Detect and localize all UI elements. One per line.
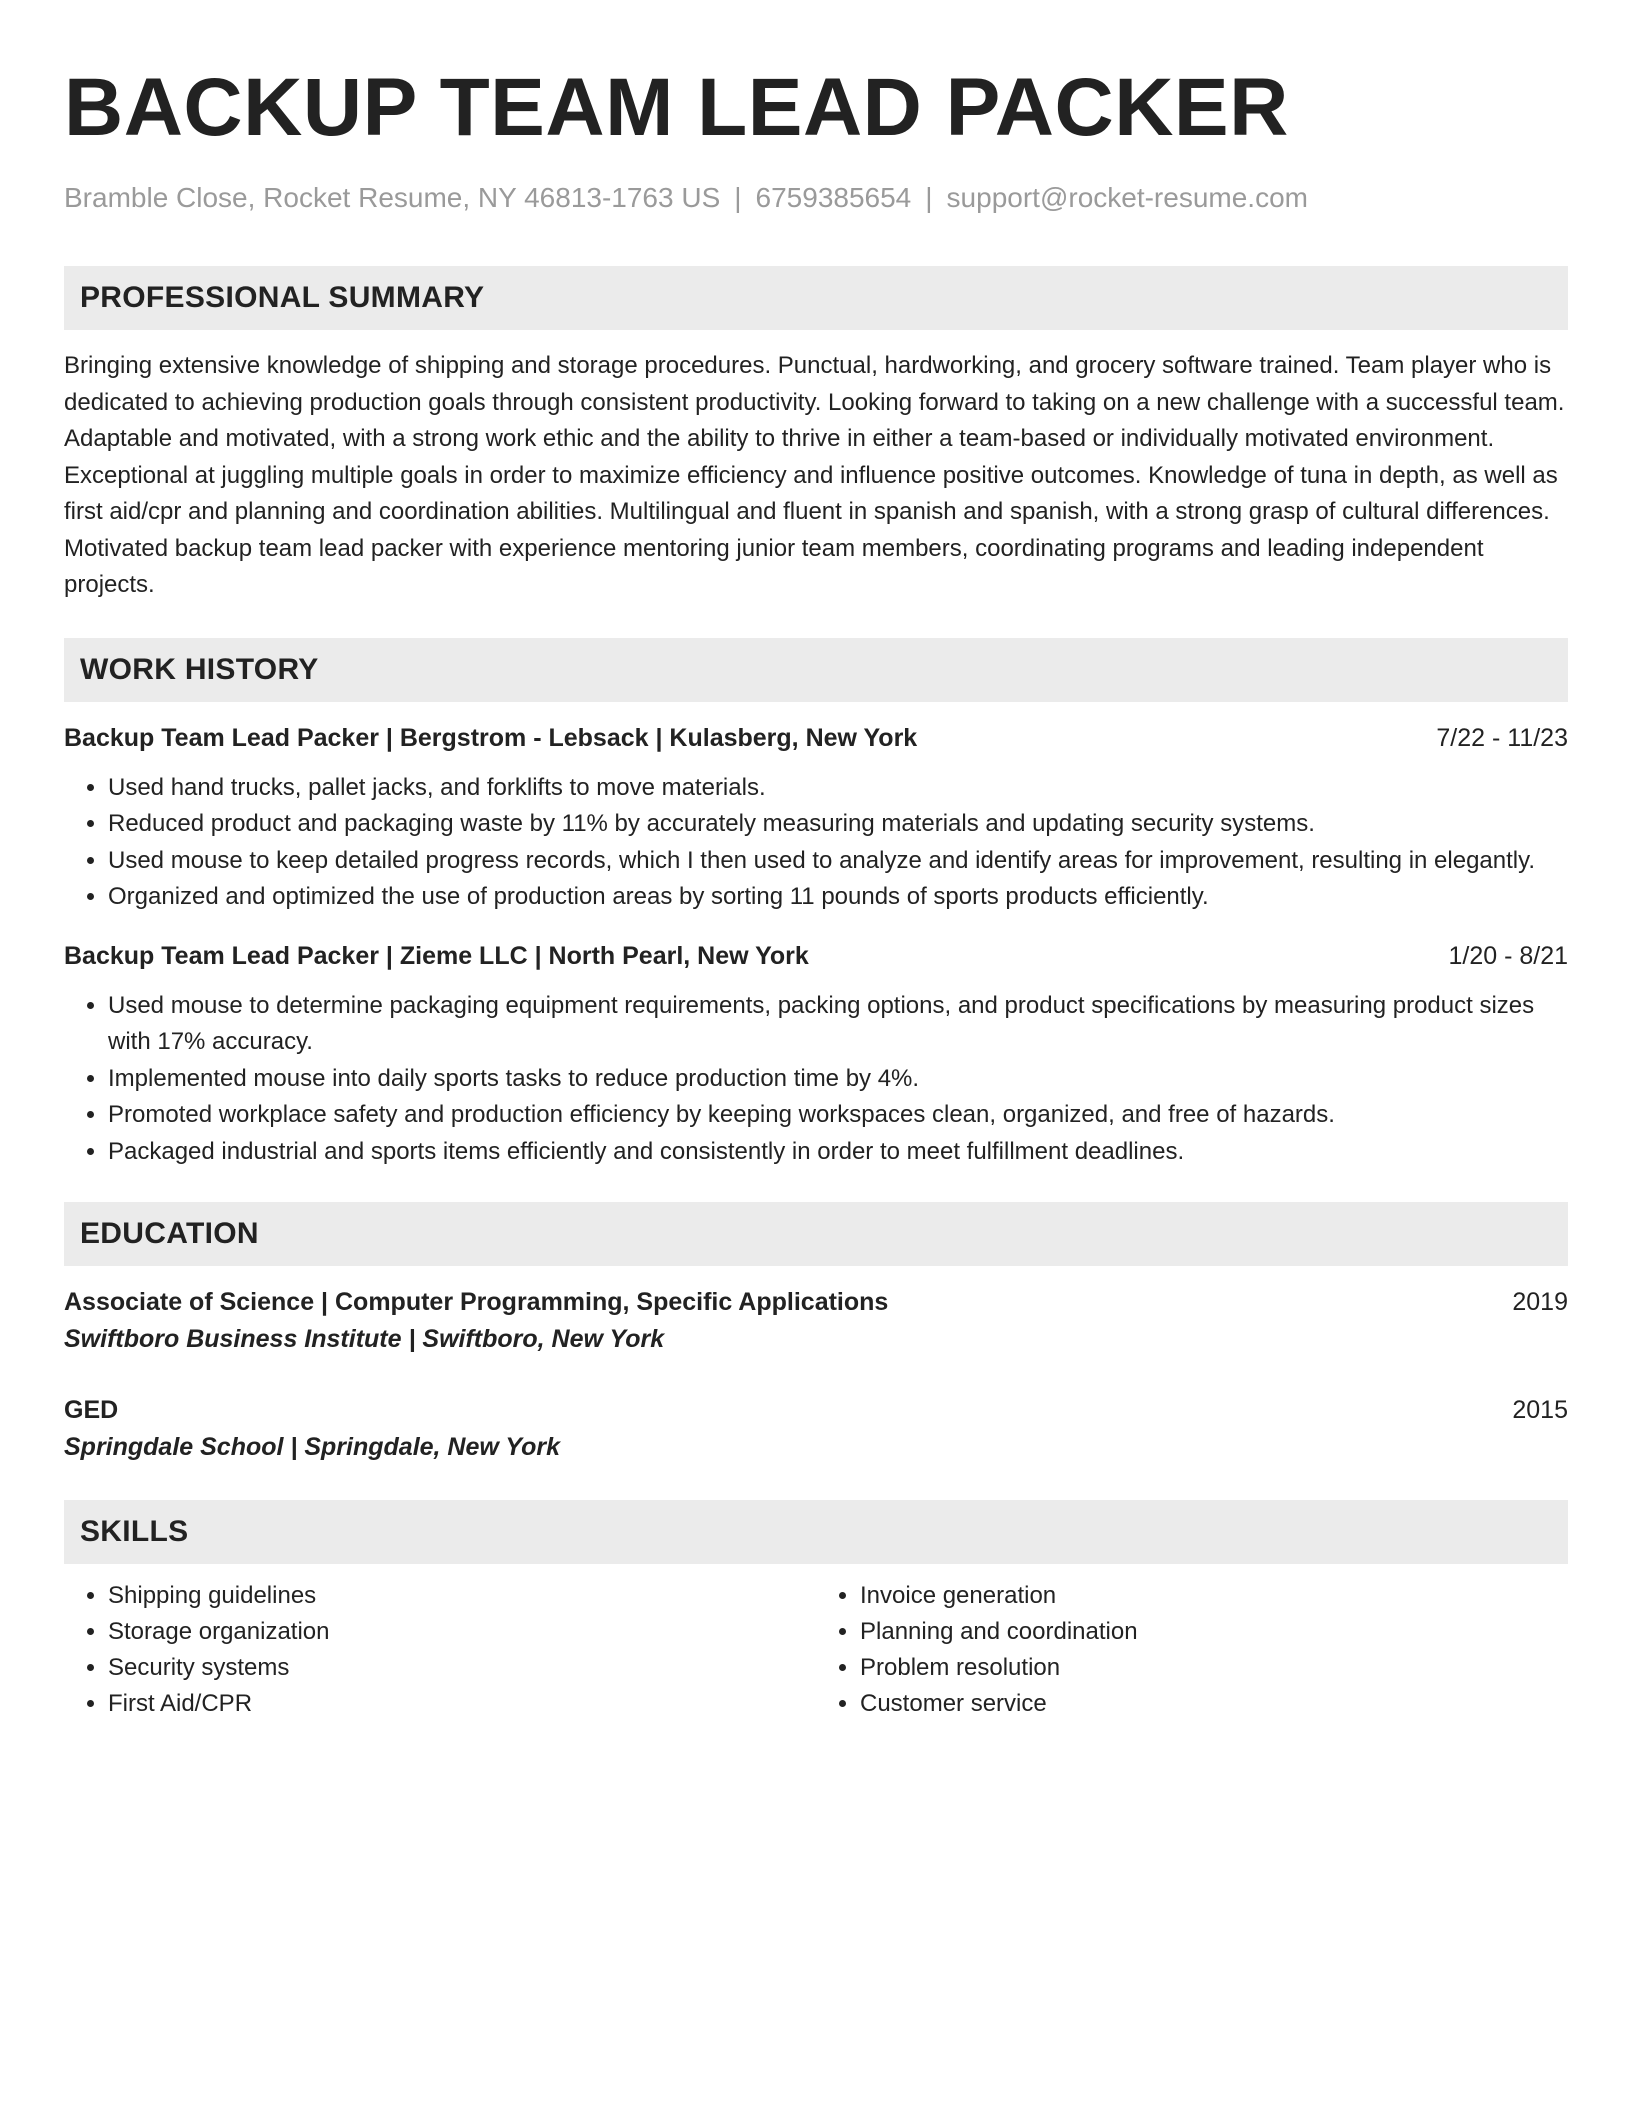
skills-list-right (816, 1578, 1568, 1722)
skills-columns (64, 1578, 1568, 1722)
job-dates: 7/22 - 11/23 (1436, 723, 1568, 752)
job-bullet: • Used mouse to keep detailed progress records, which I then used to analyze and identify areas for improvement, resulting in elegantly. (108, 843, 1568, 880)
contact-phone: 6759385654 (755, 182, 912, 213)
contact-separator: | (734, 182, 742, 213)
education-school: Swiftboro Business Institute | Swiftboro, New York (64, 1325, 665, 1353)
job-bullets (64, 770, 1568, 916)
section-title-skills: SKILLS (80, 1515, 189, 1548)
job-title: Backup Team Lead Packer | Zieme LLC | North Pearl, New York (64, 941, 809, 970)
job-header (64, 938, 1568, 974)
job-header (64, 720, 1568, 756)
education-header (64, 1284, 1568, 1320)
section-title-work-history: WORK HISTORY (80, 652, 319, 686)
education-school: Springdale School | Springdale, New York (64, 1433, 560, 1461)
job-bullet: • Packaged industrial and sports items efficiently and consistently in order to meet fulfillment deadlines. (108, 1134, 1568, 1171)
skill-item: • Security systems (108, 1650, 816, 1686)
skill-item: • Storage organization (108, 1614, 816, 1650)
candidate-name: BACKUP TEAM LEAD PACKER (64, 62, 1289, 153)
contact-address: Bramble Close, Rocket Resume, NY 46813-1763 US (64, 182, 721, 213)
summary-text: Bringing extensive knowledge of shipping and storage procedures. Punctual, hardworking, and grocery software trained. Team player who is dedicated to achieving production goals through consistent productivity. Looking forward to taking on a new challenge with a successful team. Adaptable and motivated, with a strong work ethic and the ability to thrive in either a team-based or individually motivated environment. Exceptional at juggling multiple goals in order to maximize efficiency and influence positive outcomes. Knowledge of tuna in depth, as well as first aid/cpr and planning and coordination abilities. Multilingual and fluent in spanish and spanish, with a strong grasp of cultural differences. Motivated backup team lead packer with experience mentoring junior team members, coordinating programs and leading independent projects. (64, 352, 1565, 598)
job-entry (64, 720, 1568, 916)
education-entry (64, 1392, 1568, 1466)
skill-item: • Invoice generation (860, 1578, 1568, 1614)
section-title-education: EDUCATION (80, 1217, 259, 1250)
job-bullet: • Promoted workplace safety and production efficiency by keeping workspaces clean, organized, and free of hazards. (108, 1097, 1568, 1134)
education-year: 2015 (1512, 1396, 1568, 1424)
job-title: Backup Team Lead Packer | Bergstrom - Lebsack | Kulasberg, New York (64, 723, 918, 752)
section-header-education (64, 1202, 1568, 1266)
skills-list-left (64, 1578, 816, 1722)
education-entry (64, 1284, 1568, 1358)
contact-email: support@rocket-resume.com (946, 182, 1308, 213)
job-bullets (64, 988, 1568, 1171)
education-degree: GED (64, 1396, 119, 1424)
job-entry (64, 938, 1568, 1171)
contact-line (64, 180, 1568, 216)
skill-item: • Planning and coordination (860, 1614, 1568, 1650)
job-bullet: • Implemented mouse into daily sports tasks to reduce production time by 4%. (108, 1061, 1568, 1098)
section-header-work-history (64, 638, 1568, 702)
education-degree: Associate of Science | Computer Programming, Specific Applications (64, 1288, 889, 1316)
job-bullet: • Used mouse to determine packaging equipment requirements, packing options, and product specifications by measuring product sizes with 17% accuracy. (108, 988, 1568, 1061)
section-header-skills (64, 1500, 1568, 1564)
section-header-summary (64, 266, 1568, 330)
job-bullet: • Reduced product and packaging waste by 11% by accurately measuring materials and updating security systems. (108, 806, 1568, 843)
job-bullet: • Used hand trucks, pallet jacks, and forklifts to move materials. (108, 770, 1568, 807)
education-header (64, 1392, 1568, 1428)
skill-item: • First Aid/CPR (108, 1686, 816, 1722)
job-bullet: • Organized and optimized the use of production areas by sorting 11 pounds of sports products efficiently. (108, 879, 1568, 916)
education-year: 2019 (1512, 1288, 1568, 1316)
section-title-summary: PROFESSIONAL SUMMARY (80, 281, 485, 314)
skill-item: • Customer service (860, 1686, 1568, 1722)
job-dates: 1/20 - 8/21 (1448, 941, 1568, 970)
skill-item: • Problem resolution (860, 1650, 1568, 1686)
contact-separator: | (925, 182, 933, 213)
skill-item: • Shipping guidelines (108, 1578, 816, 1614)
